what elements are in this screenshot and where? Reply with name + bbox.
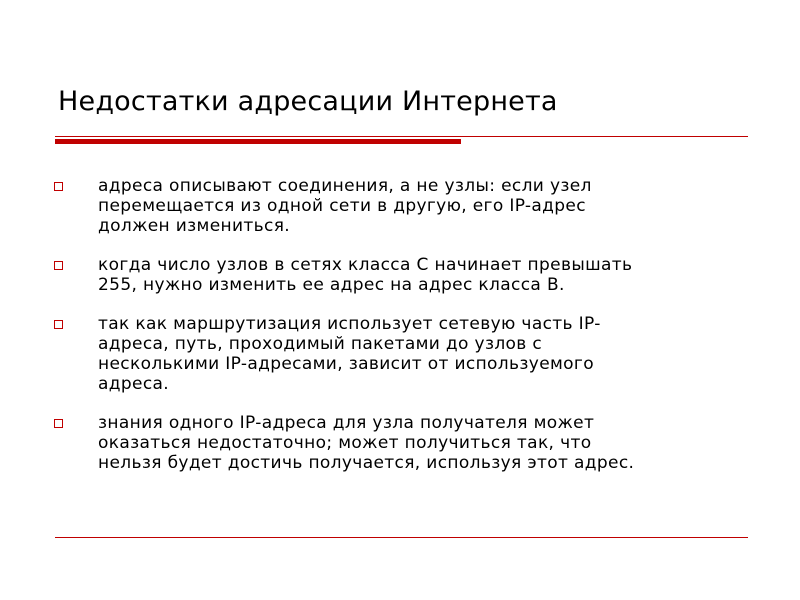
bullet-item	[54, 314, 754, 394]
bullet-text: знания одного IP-адреса для узла получателя может оказаться недостаточно; может получиться так, что нельзя будет достичь получается, используя этот адрес.	[98, 413, 635, 473]
title-divider-thick	[55, 139, 461, 144]
slide-title: Недостатки адресации Интернета	[58, 86, 558, 117]
hollow-square-bullet-icon	[54, 182, 63, 191]
bullet-item	[54, 176, 754, 236]
bullet-list	[54, 176, 754, 492]
hollow-square-bullet-icon	[54, 320, 63, 329]
bullet-text: когда число узлов в сетях класса C начинает превышать 255, нужно изменить ее адрес на адрес класса B.	[98, 255, 633, 295]
hollow-square-bullet-icon	[54, 261, 63, 270]
bullet-item	[54, 413, 754, 473]
bullet-text: так как маршрутизация использует сетевую часть IP- адреса, путь, проходимый пакетами до узлов с несколькими IP-адресами, зависит от используемого адреса.	[98, 314, 601, 394]
bullet-item	[54, 255, 754, 295]
bullet-text: адреса описывают соединения, а не узлы: если узел перемещается из одной сети в другую, его IP-адрес должен измениться.	[98, 176, 592, 236]
footer-divider	[55, 537, 748, 538]
title-divider-thin	[55, 136, 748, 137]
hollow-square-bullet-icon	[54, 419, 63, 428]
